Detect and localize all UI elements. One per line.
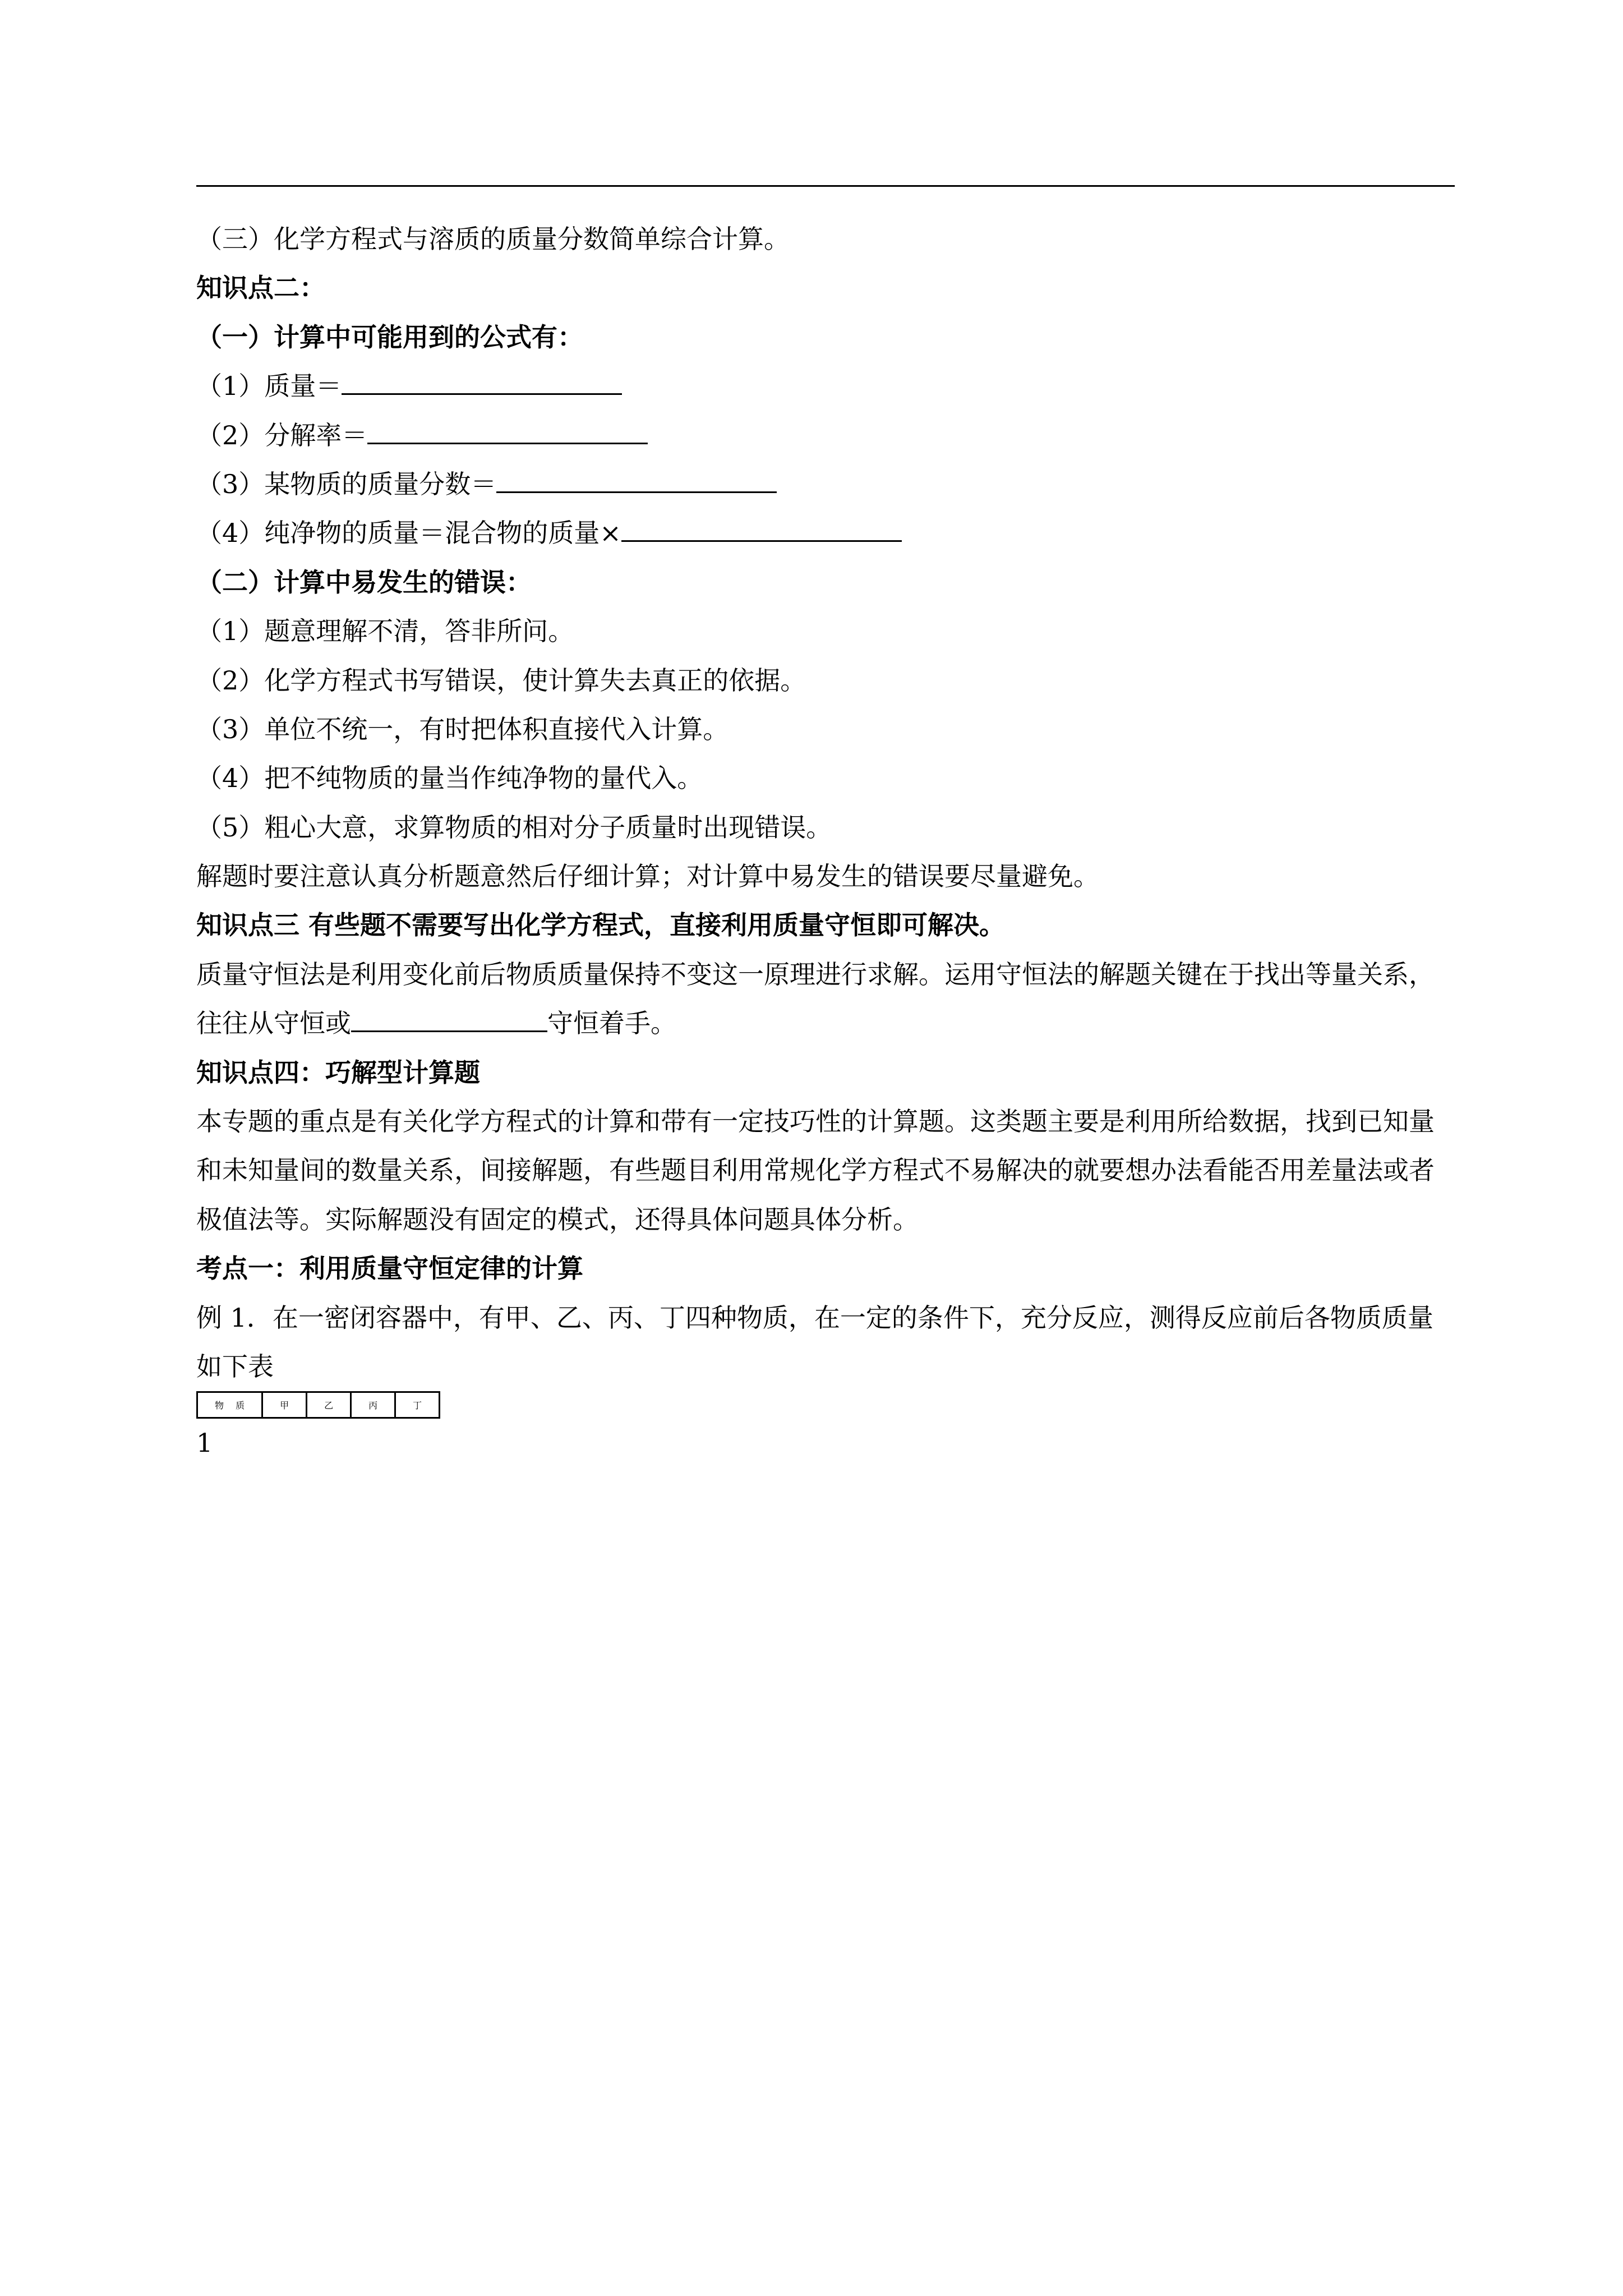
errors-title: （二）计算中易发生的错误： xyxy=(196,567,532,597)
table-cell: 丁 xyxy=(395,1392,440,1418)
knowledge-point-4: 知识点四：巧解型计算题 xyxy=(196,1057,480,1088)
formula-4: （4）纯净物的质量＝混合物的质量× xyxy=(196,509,1455,558)
table-cell: 丙 xyxy=(351,1392,395,1418)
page-number: 1 xyxy=(196,1428,213,1458)
knowledge-point-3: 知识点三 有些题不需要写出化学方程式，直接利用质量守恒即可解决。 xyxy=(196,910,1006,941)
table-cell: 乙 xyxy=(307,1392,351,1418)
formula-3: （3）某物质的质量分数＝ xyxy=(196,460,1455,509)
error-1: （1）题意理解不清，答非所问。 xyxy=(196,616,574,647)
error-4: （4）把不纯物质的量当作纯净物的量代入。 xyxy=(196,763,703,794)
k4-body: 本专题的重点是有关化学方程式的计算和带有一定技巧性的计算题。这类题主要是利用所给数据，找到已知量和未知量间的数量关系，间接解题，有些题目利用常规化学方程式不易解决的就要想办法看能否用差量法或者极值法等。实际解题没有固定的模式，还得具体问题具体分析。 xyxy=(196,1106,1435,1235)
substance-table xyxy=(196,1391,440,1419)
formula-1: （1）质量＝ xyxy=(196,362,1455,411)
knowledge-point-2: 知识点二： xyxy=(196,273,325,303)
formulas-title: （一）计算中可能用到的公式有： xyxy=(196,321,583,352)
k3-body: 质量守恒法是利用变化前后物质质量保持不变这一原理进行求解。运用守恒法的解题关键在于找出等量关系，往往从守恒或 守恒着手。 xyxy=(196,959,1435,1039)
blank xyxy=(367,443,648,444)
table-cell: 物 质 xyxy=(197,1392,262,1418)
error-2: （2）化学方程式书写错误，使计算失去真正的依据。 xyxy=(196,665,806,696)
blank xyxy=(342,393,622,395)
blank xyxy=(621,540,902,542)
blank xyxy=(496,491,777,493)
formula-2: （2）分解率＝ xyxy=(196,411,1455,460)
errors-note: 解题时要注意认真分析题意然后仔细计算；对计算中易发生的错误要尽量避免。 xyxy=(196,861,1099,892)
exam-point-1: 考点一：利用质量守恒定律的计算 xyxy=(196,1253,583,1284)
table-cell: 甲 xyxy=(262,1392,307,1418)
example-1: 例 1．在一密闭容器中，有甲、乙、丙、丁四种物质，在一定的条件下，充分反应，测得反应前后各物质质量如下表 xyxy=(196,1302,1433,1382)
error-3: （3）单位不统一，有时把体积直接代入计算。 xyxy=(196,714,729,744)
intro: （三）化学方程式与溶质的质量分数简单综合计算。 xyxy=(196,224,790,254)
table-row xyxy=(197,1392,440,1418)
header-rule xyxy=(196,185,1455,187)
error-5: （5）粗心大意，求算物质的相对分子质量时出现错误。 xyxy=(196,812,832,843)
